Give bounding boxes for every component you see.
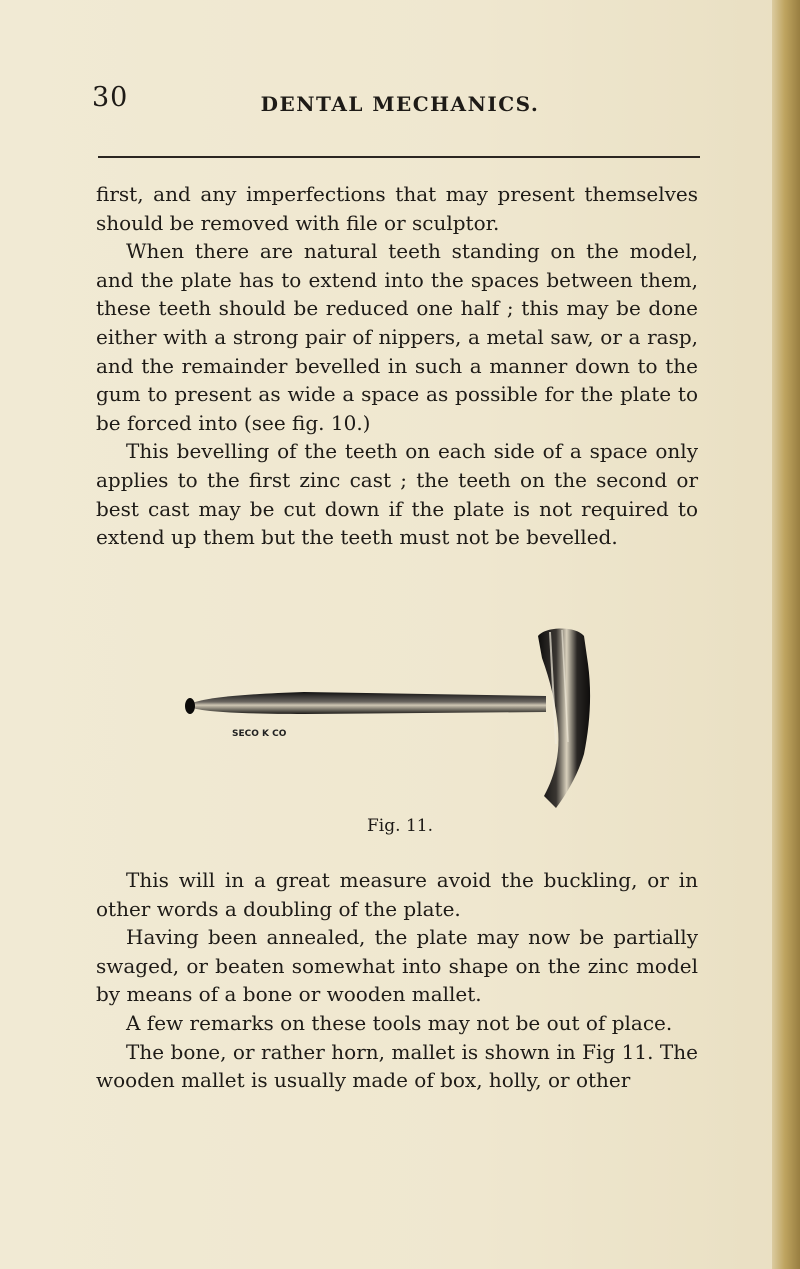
paragraph: A few remarks on these tools may not be out of place. [126, 1010, 673, 1035]
mallet-head [538, 629, 590, 809]
text-block-top [96, 180, 698, 552]
paragraph: first, and any imperfections that may present themselves should be removed with file or sculptor. [96, 182, 698, 235]
page-binding-edge [772, 0, 800, 1269]
paragraph: The bone, or rather horn, mallet is shown in Fig 11. The wooden mallet is usually made of box, holly, or other [96, 1039, 698, 1093]
header-rule [98, 156, 700, 158]
paragraph: This bevelling of the teeth on each side of a space only applies to the first zinc cast ; the teeth on the second or best cast may be cut down if the plate is not required to extend up them but the teeth must not be bevelled. [96, 439, 698, 550]
running-head: DENTAL MECHANICS. [260, 92, 540, 116]
page-number: 30 [92, 82, 129, 113]
paragraph: When there are natural teeth standing on the model, and the plate has to extend into the spaces between them, these teeth should be reduced one half ; this may be done either with a strong pair of nippers, a metal saw, or a rasp, and the remainder bevelled in such a manner down to the gum to present as wide a space as possible for the plate to be forced into (see fig. 10.) [96, 239, 698, 435]
mallet-illustration [184, 624, 604, 810]
text-block-bottom [96, 866, 698, 1095]
figure-caption: Fig. 11. [367, 816, 433, 836]
maker-stamp: SECO K CO [232, 729, 287, 739]
mallet-handle [185, 692, 546, 714]
paragraph: This will in a great measure avoid the buckling, or in other words a doubling of the plate. [96, 868, 698, 921]
paragraph: Having been annealed, the plate may now be partially swaged, or beaten somewhat into shape on the zinc model by means of a bone or wooden mallet. [96, 925, 698, 1007]
figure-horn-mallet [184, 624, 604, 810]
